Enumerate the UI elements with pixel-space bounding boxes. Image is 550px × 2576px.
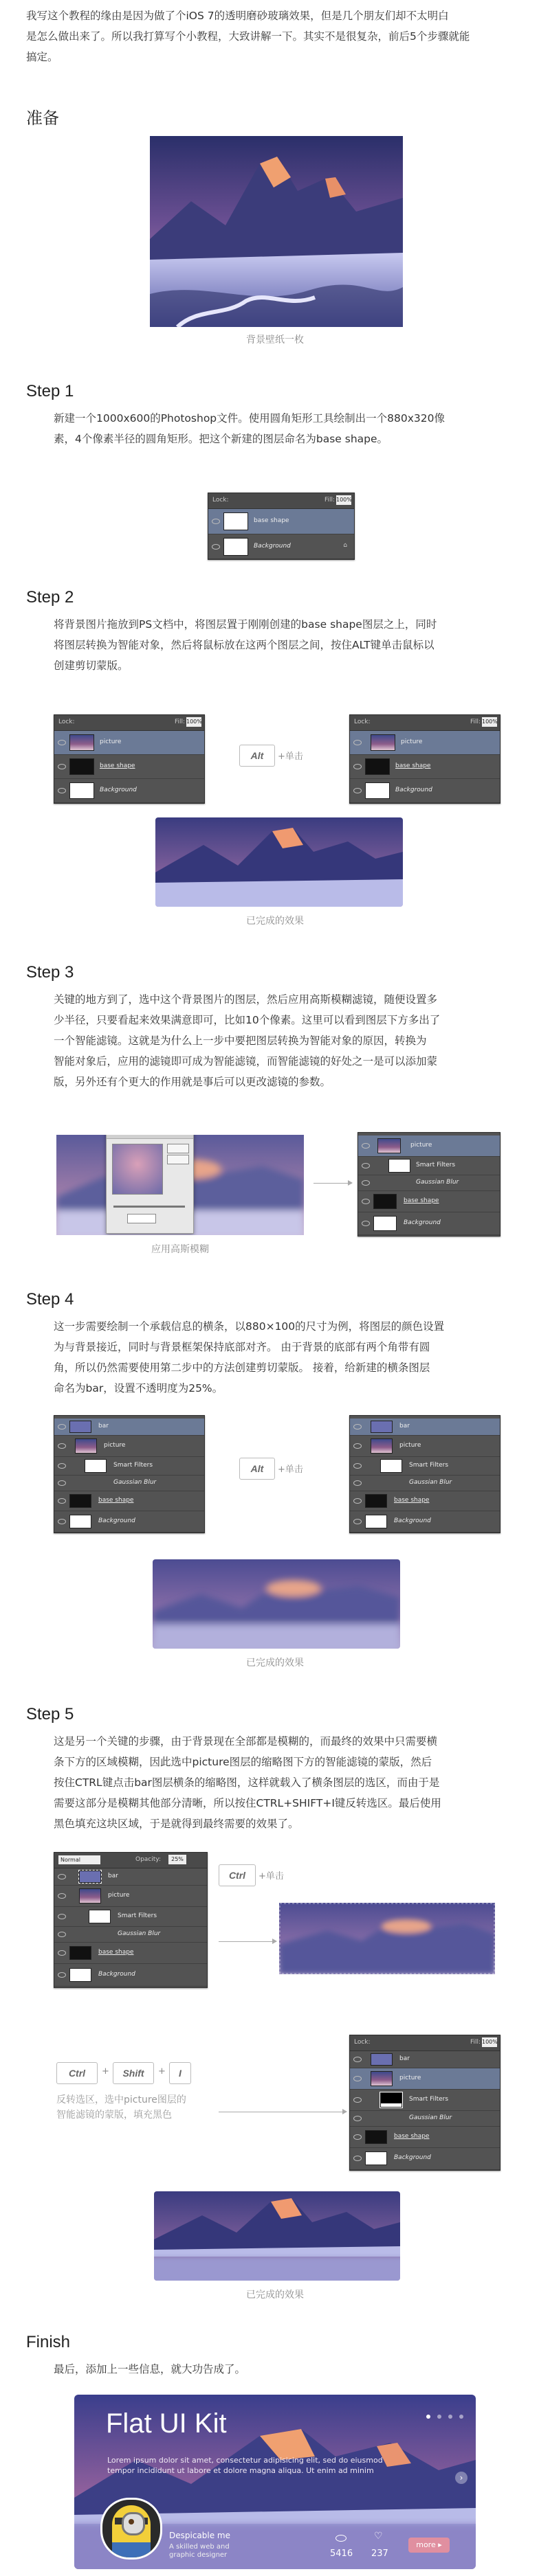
layer-row[interactable] (350, 2090, 500, 2111)
eye-icon[interactable] (353, 2156, 362, 2161)
layer-row[interactable] (54, 1964, 207, 1987)
layers-panel-step2-after: Lock: Fill: 100% picture base shape Background (349, 714, 500, 804)
layer-thumbnail (69, 1946, 91, 1960)
layer-thumbnail (371, 1438, 393, 1454)
filter-mask-thumbnail[interactable] (89, 1910, 111, 1923)
layer-row[interactable] (350, 2148, 500, 2170)
layer-thumbnail (365, 1494, 387, 1508)
layer-row[interactable] (208, 534, 354, 559)
layers-panel-step4-before (54, 1415, 205, 1533)
eye-icon[interactable] (362, 1143, 370, 1149)
eye-icon[interactable] (336, 2535, 346, 2542)
layer-thumbnail (365, 2151, 387, 2165)
fill-value[interactable]: 100% (336, 495, 351, 505)
step5-note (56, 2092, 186, 2123)
finish-text: 最后，添加上一些信息，就大功告成了。 (54, 2363, 246, 2375)
step3-text (54, 989, 528, 1092)
layer-thumbnail (371, 1421, 393, 1433)
profile-sub (169, 2543, 230, 2560)
layer-thumbnail (69, 782, 94, 799)
eye-icon[interactable] (58, 1443, 66, 1449)
layer-name: Background (404, 1219, 441, 1226)
eye-icon[interactable] (353, 2097, 362, 2103)
click-label: +单击 (258, 1871, 284, 1882)
layer-row[interactable] (208, 509, 354, 534)
layer-thumbnail (377, 1138, 401, 1153)
layer-row[interactable] (358, 1136, 500, 1157)
layer-name: Background (395, 787, 432, 793)
eye-icon[interactable] (212, 519, 220, 524)
layer-thumbnail (69, 1968, 91, 1982)
heading-step2: Step 2 (26, 588, 74, 607)
plus-sign: + (158, 2066, 166, 2077)
fill-label: Fill: (324, 497, 335, 504)
layer-thumbnail (75, 1438, 97, 1454)
eye-icon[interactable] (353, 764, 362, 769)
click-label: +单击 (278, 752, 303, 762)
result-image-step2 (155, 817, 403, 907)
layer-name: base shape (404, 1197, 439, 1204)
eye-icon[interactable] (58, 1972, 66, 1978)
radius-input[interactable] (127, 1214, 156, 1223)
note-line: 反转选区，选中picture图层的 (56, 2094, 186, 2105)
profile-sub-line: A skilled web and (169, 2543, 230, 2551)
layer-row[interactable] (350, 2111, 500, 2127)
layer-row[interactable] (358, 1212, 500, 1235)
layers-panel-step2-before: Lock: Fill: 100% picture base shape Background (54, 714, 205, 804)
caption-step4: 已完成的效果 (246, 1658, 304, 1669)
gaussian-blur-dialog[interactable] (106, 1135, 194, 1234)
layer-row[interactable] (350, 1419, 500, 1436)
layer-name: Gaussian Blur (416, 1179, 459, 1186)
layer-name: picture (104, 1442, 126, 1449)
layer-row[interactable] (54, 755, 204, 779)
eye-icon[interactable] (362, 1163, 370, 1168)
layer-thumbnail (365, 782, 390, 799)
card-body-line: tempor incididunt ut labore et dolore magna aliqua. Ut enim ad minim (107, 2466, 374, 2475)
layer-name: base shape (254, 517, 289, 524)
layer-thumbnail (365, 1515, 387, 1528)
layer-thumbnail (69, 1515, 91, 1528)
blur-preview (112, 1144, 163, 1195)
eye-icon[interactable] (58, 1463, 66, 1469)
eye-icon[interactable] (353, 1424, 362, 1430)
blend-mode-select[interactable]: Normal (58, 1855, 100, 1864)
ctrl-key: Ctrl (56, 2062, 98, 2084)
eye-icon[interactable] (362, 1199, 370, 1204)
layer-name: picture (399, 1442, 421, 1449)
arrow (314, 1183, 352, 1184)
step5-text (54, 1731, 528, 1834)
layer-name: picture (100, 738, 122, 745)
layer-name: picture (410, 1142, 432, 1149)
layer-name: base shape (98, 1497, 134, 1504)
eye-icon[interactable] (58, 788, 66, 793)
layer-row[interactable] (54, 731, 204, 755)
result-image-step4 (153, 1559, 400, 1649)
layer-name: Smart Filters (113, 1462, 153, 1469)
text-line: 素，4个像素半径的圆角矩形。把这个新建的图层命名为base shape。 (54, 433, 388, 445)
layers-panel-step5-a (54, 1852, 208, 1988)
lock-label: Lock: (212, 497, 229, 504)
layer-name: picture (401, 738, 423, 745)
layer-name: base shape (395, 762, 431, 769)
text-line: 一个智能滤镜。这就是为什么上一步中要把图层转换为智能对象的原因，转换为 (54, 1035, 427, 1047)
filter-mask-thumbnail[interactable] (85, 1459, 107, 1473)
text-line: 黑色填充这块区域，于是就得到最终需要的效果了。 (54, 1818, 299, 1830)
layers-panel-step3 (358, 1132, 500, 1236)
step1-text (54, 408, 528, 449)
layer-name: Background (394, 2154, 431, 2161)
layer-row[interactable] (54, 1886, 207, 1907)
layer-row[interactable] (54, 1419, 204, 1436)
eye-icon[interactable] (362, 1180, 370, 1186)
eye-icon[interactable] (58, 1914, 66, 1919)
layer-thumbnail (371, 2071, 393, 2086)
text-line: 创建剪切蒙版。 (54, 659, 129, 672)
text-line: 新建一个1000x600的Photoshop文件。使用圆角矩形工具绘制出一个880x320像 (54, 412, 445, 425)
blurred-image-step3 (56, 1135, 304, 1235)
wallpaper-image (150, 136, 403, 327)
plus-sign: + (102, 2066, 109, 2077)
avatar (100, 2498, 162, 2560)
result-image-step5 (154, 2191, 400, 2281)
layer-thumbnail (223, 538, 248, 556)
layer-thumbnail (373, 1194, 397, 1209)
layer-name: base shape (394, 1497, 430, 1504)
heading-step3: Step 3 (26, 963, 74, 982)
layer-name: bar (98, 1423, 109, 1430)
layer-row[interactable] (54, 1907, 207, 1927)
next-arrow-icon[interactable]: › (455, 2472, 468, 2484)
layer-row[interactable] (54, 779, 204, 803)
text-line: 智能对象后，应用的滤镜即可成为智能滤镜，而智能滤镜的好处之一是可以添加蒙 (54, 1055, 438, 1067)
filter-mask-thumbnail[interactable] (380, 1459, 402, 1473)
eye-icon[interactable] (353, 2076, 362, 2081)
layer-thumbnail (371, 2053, 393, 2066)
layer-name: Background (100, 787, 137, 793)
layer-row[interactable] (54, 1943, 207, 1964)
layer-row[interactable] (54, 1457, 204, 1476)
layer-row[interactable] (54, 1511, 204, 1533)
layers-panel-step5-b: Lock: Fill: 100% bar picture Smart Filters Gaussian Blur base shape Background (349, 2035, 500, 2171)
eye-icon[interactable] (353, 2057, 362, 2062)
layer-row[interactable] (350, 2068, 500, 2090)
layer-row[interactable] (350, 1511, 500, 1533)
card-body (107, 2455, 383, 2476)
layer-name: picture (399, 2075, 421, 2081)
heading-prep: 准备 (26, 109, 59, 128)
layer-name: Smart Filters (409, 1462, 449, 1469)
more-button-label: more (416, 2540, 436, 2549)
eye-icon[interactable] (58, 1480, 66, 1486)
cancel-button[interactable] (167, 1155, 189, 1164)
layer-row[interactable] (350, 755, 500, 779)
filter-mask-thumbnail[interactable] (388, 1159, 410, 1173)
i-key: I (169, 2062, 191, 2084)
eye-icon[interactable] (353, 1498, 362, 1504)
card-title: Flat UI Kit (106, 2408, 227, 2439)
layer-name: Gaussian Blur (409, 1479, 452, 1486)
layer-row[interactable] (54, 1491, 204, 1511)
intro-line: 搞定。 (26, 51, 58, 63)
text-line: 按住CTRL键点击bar图层横条的缩略图，这样就载入了横条图层的选区，而由于是 (54, 1776, 440, 1789)
eye-icon[interactable] (353, 1519, 362, 1524)
intro-line: 是怎么做出来了。所以我打算写个小教程，大致讲解一下。其实不是很复杂，前后5个步骤就能 (26, 30, 470, 43)
layer-name: Smart Filters (118, 1912, 157, 1919)
eye-icon[interactable] (58, 1498, 66, 1504)
layer-row[interactable] (54, 1868, 207, 1886)
text-line: 角，所以仍然需要使用第二步中的方法创建剪切蒙版。 接着，给新建的横条图层 (54, 1362, 430, 1374)
eye-icon[interactable] (58, 1893, 66, 1899)
layers-panel-step1 (208, 493, 355, 560)
eye-icon[interactable] (58, 1519, 66, 1524)
layer-name: bar (399, 1423, 410, 1430)
layer-row[interactable] (54, 1476, 204, 1491)
opacity-label: Opacity: (135, 1856, 161, 1863)
eye-icon[interactable] (58, 1424, 66, 1430)
text-line: 将背景图片拖放到PS文档中，将图层置于刚刚创建的base shape图层之上，同时 (54, 618, 437, 631)
eye-icon[interactable] (353, 1463, 362, 1469)
layer-thumbnail (371, 734, 395, 751)
layer-row[interactable] (350, 2127, 500, 2148)
lock-icon: ⌂ (343, 542, 347, 549)
layer-thumbnail (69, 1421, 91, 1433)
eye-icon[interactable] (58, 764, 66, 769)
intro-line: 我写这个教程的缘由是因为做了个iOS 7的透明磨砂玻璃效果，但是几个朋友们却不太明白 (26, 10, 449, 22)
arrow (219, 1941, 276, 1942)
likes-count: 237 (371, 2549, 388, 2559)
layers-panel-step4-after (349, 1415, 500, 1533)
step4-text (54, 1316, 528, 1399)
layer-name: Gaussian Blur (113, 1479, 157, 1486)
alt-key: Alt (239, 745, 275, 767)
step2-text (54, 614, 528, 676)
filter-mask-thumbnail[interactable] (380, 2092, 402, 2108)
layer-thumbnail (223, 512, 248, 530)
layer-thumbnail (365, 2130, 387, 2144)
heading-step1: Step 1 (26, 382, 74, 400)
layer-name: Smart Filters (409, 2096, 449, 2103)
layer-name: Gaussian Blur (409, 2114, 452, 2121)
text-line: 版，另外还有个更大的作用就是事后可以更改滤镜的参数。 (54, 1076, 331, 1088)
ok-button[interactable] (167, 1144, 189, 1153)
layer-name: Background (98, 1971, 135, 1978)
profile-sub-line: graphic designer (169, 2551, 228, 2559)
pagination-dots[interactable] (423, 2408, 463, 2421)
layer-thumbnail (365, 758, 390, 775)
heading-step4: Step 4 (26, 1290, 74, 1309)
layer-row[interactable] (350, 1436, 500, 1457)
alt-key: Alt (239, 1458, 275, 1480)
eye-icon[interactable] (353, 2134, 362, 2140)
text-line: 关键的地方到了，选中这个背景图片的图层，然后应用高斯模糊滤镜，随便设置多 (54, 993, 438, 1006)
layer-name: Smart Filters (416, 1162, 456, 1168)
caption-step2: 已完成的效果 (246, 916, 304, 927)
text-line: 少半径，只要看起来效果满意即可，比如10个像素。这里可以看到图层下方多出了 (54, 1014, 441, 1026)
eye-icon[interactable] (353, 1443, 362, 1449)
layer-thumbnail (69, 1494, 91, 1508)
eye-icon[interactable] (58, 1950, 66, 1956)
text-line: 将图层转换为智能对象，然后将鼠标放在这两个图层之间，按住ALT键单击鼠标以 (54, 639, 434, 651)
layer-name: base shape (100, 762, 135, 769)
layer-name: Gaussian Blur (118, 1930, 161, 1937)
eye-icon[interactable] (362, 1221, 370, 1226)
heart-icon[interactable]: ♡ (374, 2531, 383, 2542)
ctrl-key: Ctrl (219, 1864, 256, 1886)
radius-slider[interactable] (113, 1206, 185, 1208)
layer-name: Background (254, 543, 291, 550)
eye-icon[interactable] (58, 1874, 66, 1879)
caption-step3: 应用高斯模糊 (151, 1244, 209, 1255)
layer-row[interactable] (54, 1927, 207, 1943)
layer-thumbnail (69, 758, 94, 775)
profile-name: Despicable me (169, 2531, 230, 2540)
note-line: 智能滤镜的蒙版，填充黑色 (56, 2110, 172, 2121)
layer-row[interactable] (350, 1457, 500, 1476)
eye-icon[interactable] (58, 1932, 66, 1937)
eye-icon[interactable] (353, 788, 362, 793)
shift-key: Shift (113, 2062, 154, 2084)
heading-finish: Finish (26, 2333, 71, 2351)
layer-row[interactable] (358, 1175, 500, 1191)
views-count: 5416 (330, 2549, 353, 2559)
layer-name: Background (394, 1517, 431, 1524)
text-line: 条下方的区域模糊，因此选中picture图层的缩略图下方的智能滤镜的蒙版，然后 (54, 1756, 432, 1768)
card-body-line: Lorem ipsum dolor sit amet, consectetur adipisicing elit, sed do eiusmod (107, 2456, 383, 2465)
layer-thumbnail (373, 1216, 397, 1231)
layer-name: picture (108, 1892, 130, 1899)
selection-preview-step5 (279, 1903, 495, 1974)
heading-step5: Step 5 (26, 1705, 74, 1724)
more-button[interactable]: more ▸ (408, 2538, 450, 2553)
eye-icon[interactable] (58, 740, 66, 745)
intro-text (26, 5, 535, 67)
caption-step5: 已完成的效果 (246, 2290, 304, 2301)
text-line: 这是另一个关键的步骤，由于背景现在全部都是模糊的，而最终的效果中只需要横 (54, 1735, 438, 1748)
text-line: 为与背景接近，同时与背景框架保持底部对齐。 由于背景的底部有两个角带有圆 (54, 1341, 430, 1353)
layer-row[interactable] (350, 1491, 500, 1511)
text-line: 命名为bar，设置不透明度为25%。 (54, 1382, 223, 1394)
layer-name: base shape (98, 1949, 134, 1956)
text-line: 这一步需要绘制一个承载信息的横条，以880×100的尺寸为例，将图层的颜色设置 (54, 1320, 445, 1333)
eye-icon[interactable] (353, 2116, 362, 2121)
click-label: +单击 (278, 1465, 303, 1475)
layer-row[interactable] (350, 779, 500, 803)
caption-wallpaper: 背景壁纸一枚 (246, 335, 304, 346)
layer-row[interactable] (350, 1476, 500, 1491)
final-card (74, 2395, 476, 2569)
eye-icon[interactable] (353, 1480, 362, 1486)
text-line: 需要这部分是模糊其他部分清晰，所以按住CTRL+SHIFT+I键反转选区。最后使用 (54, 1797, 441, 1809)
layer-row[interactable] (350, 2051, 500, 2068)
layer-row[interactable] (358, 1191, 500, 1212)
layer-thumbnail (69, 734, 94, 751)
layer-name: Background (98, 1517, 135, 1524)
opacity-value[interactable]: 25% (168, 1855, 186, 1864)
eye-icon[interactable] (353, 740, 362, 745)
layer-name: base shape (394, 2133, 430, 2140)
layer-thumbnail (79, 1888, 101, 1903)
layer-row[interactable] (358, 1157, 500, 1175)
layer-row[interactable] (54, 1436, 204, 1457)
layer-name: bar (399, 2055, 410, 2062)
layer-row[interactable] (350, 731, 500, 755)
eye-icon[interactable] (212, 544, 220, 550)
layer-thumbnail (79, 1871, 101, 1883)
layer-name: bar (108, 1873, 118, 1879)
